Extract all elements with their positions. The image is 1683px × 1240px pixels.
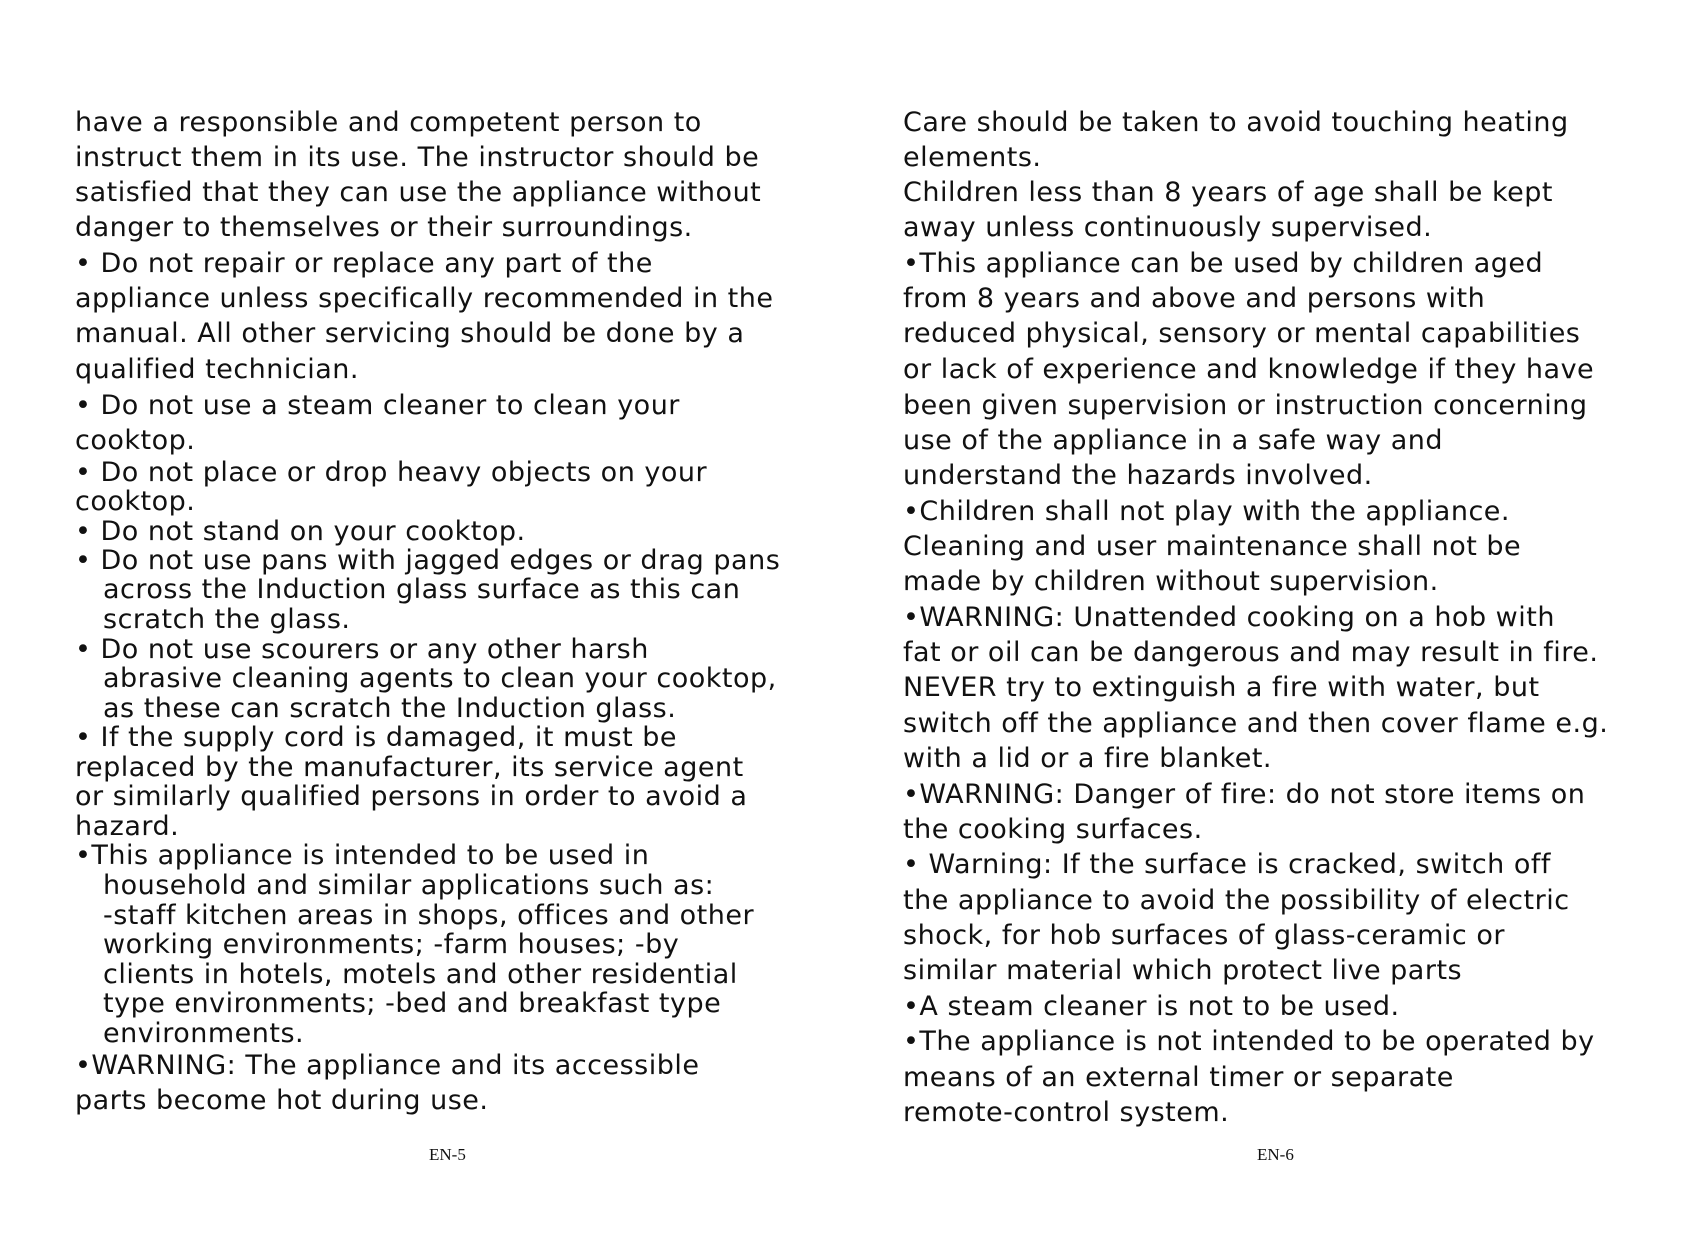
text-line: •This appliance can be used by children aged xyxy=(903,248,1544,279)
text-line: with a lid or a fire blanket. xyxy=(903,743,1273,774)
text-line: or lack of experience and knowledge if they have xyxy=(903,354,1595,385)
text-line: • Do not use pans with jagged edges or drag pans xyxy=(75,545,781,576)
text-line: as these can scratch the Induction glass. xyxy=(103,693,677,724)
text-line: cooktop. xyxy=(75,425,196,456)
text-line: understand the hazards involved. xyxy=(903,460,1373,491)
text-line: • Do not stand on your cooktop. xyxy=(75,516,526,547)
text-line: • Do not place or drop heavy objects on your xyxy=(75,457,708,488)
text-line: the appliance to avoid the possibility of electric xyxy=(903,885,1570,916)
text-line: satisfied that they can use the appliance without xyxy=(75,177,762,208)
text-line: reduced physical, sensory or mental capabilities xyxy=(903,318,1581,349)
text-line: NEVER try to extinguish a fire with water, but xyxy=(903,672,1540,703)
text-line: instruct them in its use. The instructor should be xyxy=(75,142,760,173)
text-line: •The appliance is not intended to be operated by xyxy=(903,1026,1595,1057)
text-line: shock, for hob surfaces of glass-ceramic or xyxy=(903,920,1505,951)
text-line: qualified technician. xyxy=(75,354,359,385)
text-line: Children less than 8 years of age shall be kept xyxy=(903,177,1553,208)
text-line: use of the appliance in a safe way and xyxy=(903,425,1444,456)
text-line: • Do not repair or replace any part of the xyxy=(75,248,653,279)
text-line: hazard. xyxy=(75,811,180,842)
text-line: environments. xyxy=(103,1018,305,1049)
text-line: been given supervision or instruction concerning xyxy=(903,390,1588,421)
text-line: clients in hotels, motels and other residential xyxy=(103,959,738,990)
text-line: elements. xyxy=(903,142,1042,173)
text-line: working environments; -farm houses; -by xyxy=(103,929,680,960)
text-line: replaced by the manufacturer, its service agent xyxy=(75,752,744,783)
text-line: similar material which protect live parts xyxy=(903,955,1463,986)
text-line: • Warning: If the surface is cracked, switch off xyxy=(903,849,1551,880)
right-page xyxy=(840,0,1683,1240)
text-line: remote-control system. xyxy=(903,1097,1230,1128)
text-line: made by children without supervision. xyxy=(903,566,1439,597)
text-line: household and similar applications such as: xyxy=(103,870,715,901)
text-line: •WARNING: Danger of fire: do not store items on xyxy=(903,779,1586,810)
text-line: switch off the appliance and then cover flame e.g. xyxy=(903,708,1609,739)
text-line: appliance unless specifically recommended in the xyxy=(75,283,774,314)
text-line: cooktop. xyxy=(75,486,196,517)
text-line: away unless continuously supervised. xyxy=(903,212,1433,243)
text-line: across the Induction glass surface as this can xyxy=(103,574,741,605)
text-line: abrasive cleaning agents to clean your cooktop, xyxy=(103,663,777,694)
text-line: means of an external timer or separate xyxy=(903,1062,1454,1093)
text-line: the cooking surfaces. xyxy=(903,814,1203,845)
text-line: from 8 years and above and persons with xyxy=(903,283,1486,314)
text-line: • Do not use scourers or any other harsh xyxy=(75,634,649,665)
text-line: type environments; -bed and breakfast type xyxy=(103,988,722,1019)
text-line: •WARNING: Unattended cooking on a hob with xyxy=(903,602,1555,633)
text-line: • Do not use a steam cleaner to clean your xyxy=(75,390,680,421)
text-line: or similarly qualified persons in order to avoid a xyxy=(75,781,748,812)
text-line: •A steam cleaner is not to be used. xyxy=(903,991,1400,1022)
text-line: •Children shall not play with the appliance. xyxy=(903,496,1510,527)
text-line: have a responsible and competent person to xyxy=(75,107,702,138)
text-line: parts become hot during use. xyxy=(75,1085,489,1116)
page-number: EN-5 xyxy=(429,1145,466,1164)
text-line: •WARNING: The appliance and its accessible xyxy=(75,1050,700,1081)
text-line: Cleaning and user maintenance shall not be xyxy=(903,531,1522,562)
text-line: -staff kitchen areas in shops, offices and other xyxy=(103,900,755,931)
page-number: EN-6 xyxy=(1257,1145,1294,1164)
left-page xyxy=(0,0,840,1240)
text-line: manual. All other servicing should be done by a xyxy=(75,318,745,349)
text-line: fat or oil can be dangerous and may result in fire. xyxy=(903,637,1599,668)
text-line: danger to themselves or their surroundings. xyxy=(75,212,693,243)
text-line: •This appliance is intended to be used in xyxy=(75,840,650,871)
text-line: • If the supply cord is damaged, it must be xyxy=(75,722,677,753)
text-line: scratch the glass. xyxy=(103,604,351,635)
text-line: Care should be taken to avoid touching heating xyxy=(903,107,1569,138)
